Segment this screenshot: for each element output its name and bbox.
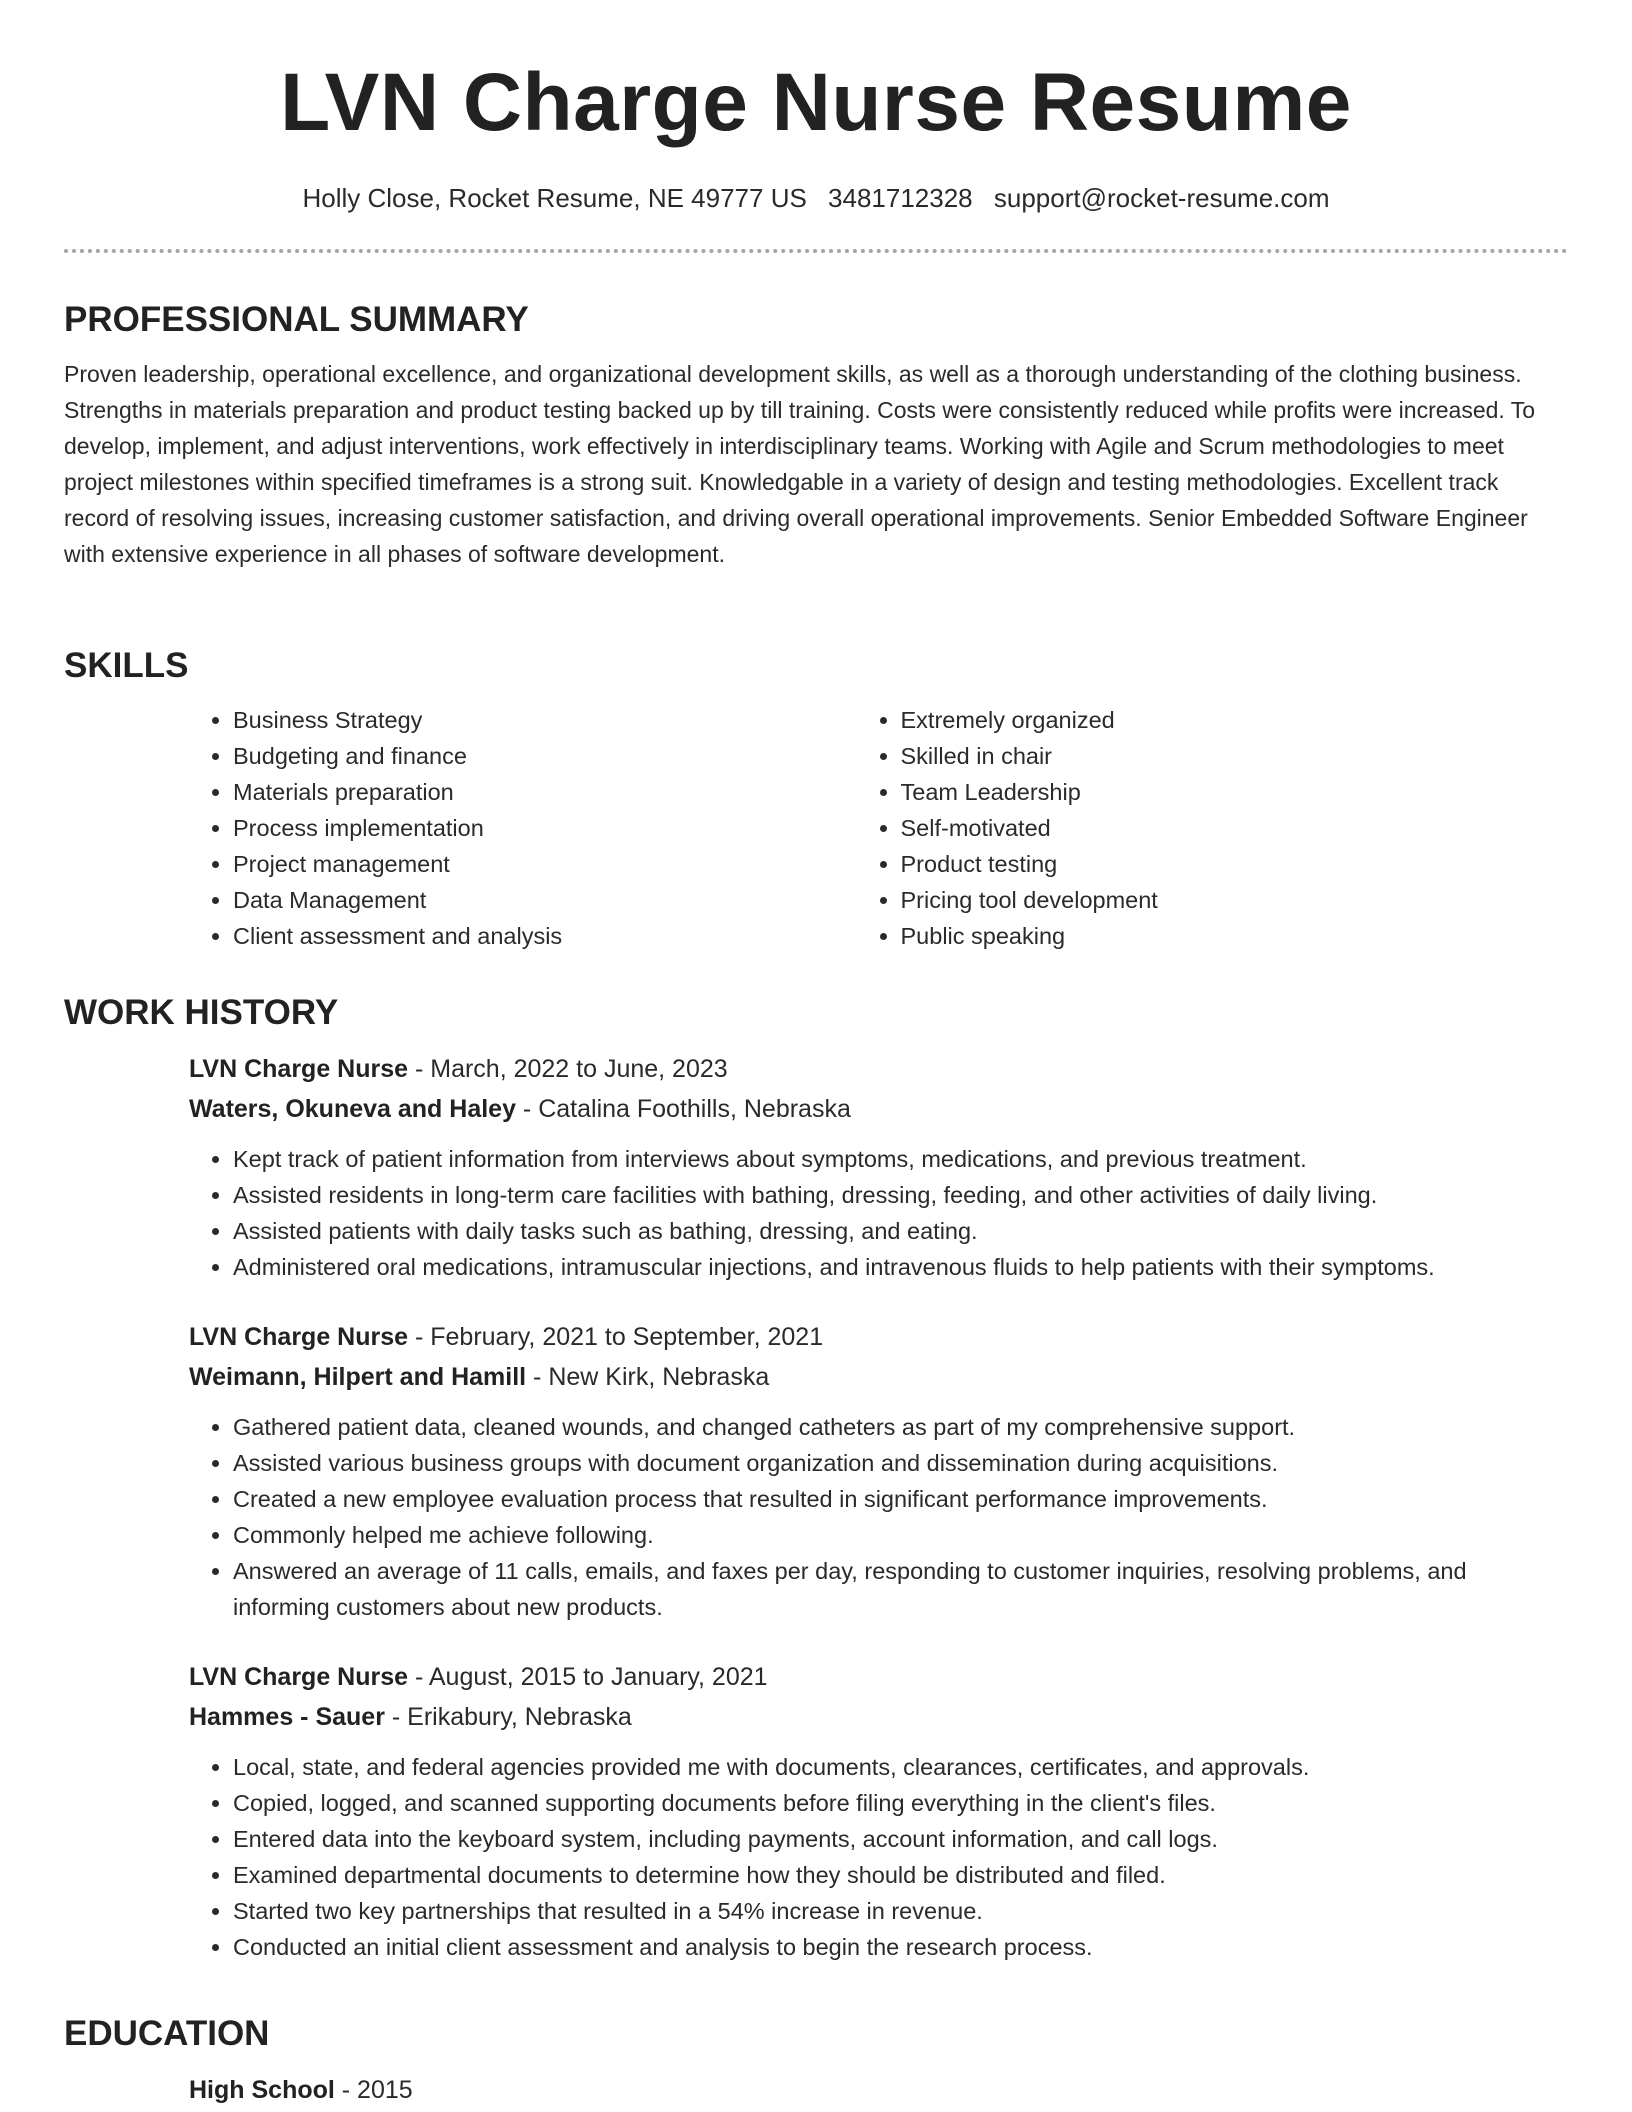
job-bullet: • Started two key partnerships that resulted in a 54% increase in revenue. — [233, 1893, 1568, 1929]
job-bullet: • Assisted residents in long-term care facilities with bathing, dressing, feeding, and other activities of daily living. — [233, 1177, 1568, 1213]
job-bullets — [189, 1749, 1568, 1965]
education-entry — [189, 2070, 1568, 2110]
job-location: Catalina Foothills, Nebraska — [538, 1095, 851, 1123]
skills-list-left — [189, 702, 901, 954]
job-location: Erikabury, Nebraska — [407, 1703, 632, 1731]
job-list — [189, 1049, 1568, 1965]
job-bullet: • Copied, logged, and scanned supporting documents before filing everything in the client's files. — [233, 1785, 1568, 1821]
contact-address: Holly Close, Rocket Resume, NE 49777 US — [302, 183, 807, 213]
job-title-line — [189, 1657, 1568, 1697]
job-bullet: • Commonly helped me achieve following. — [233, 1517, 1568, 1553]
education-separator: - — [334, 2076, 358, 2104]
contact-line — [0, 178, 1632, 218]
resume-title: LVN Charge Nurse Resume — [280, 57, 1352, 148]
job-separator: - — [526, 1363, 549, 1391]
job-company-line — [189, 1089, 1568, 1129]
job-bullet: • Conducted an initial client assessment and analysis to begin the research process. — [233, 1929, 1568, 1965]
job-entry — [189, 1317, 1568, 1625]
skill-item: • Client assessment and analysis — [233, 918, 901, 954]
job-bullet: • Administered oral medications, intramuscular injections, and intravenous fluids to help patients with their symptoms. — [233, 1249, 1568, 1285]
skill-item: • Public speaking — [901, 918, 1569, 954]
job-separator: - — [515, 1095, 539, 1123]
job-bullet: • Assisted patients with daily tasks such as bathing, dressing, and eating. — [233, 1213, 1568, 1249]
job-company-line — [189, 1357, 1568, 1397]
job-bullet: • Kept track of patient information from interviews about symptoms, medications, and previous treatment. — [233, 1141, 1568, 1177]
job-bullet: • Gathered patient data, cleaned wounds, and changed catheters as part of my comprehensive support. — [233, 1409, 1568, 1445]
job-title-line — [189, 1317, 1568, 1357]
job-bullet: • Assisted various business groups with document organization and dissemination during acquisitions. — [233, 1445, 1568, 1481]
education-section — [64, 2010, 1568, 2110]
education-degree: High School — [189, 2076, 335, 2104]
contact-phone: 3481712328 — [828, 183, 973, 213]
skills-section — [64, 642, 1568, 954]
skill-item: • Pricing tool development — [901, 882, 1569, 918]
skill-item: • Self-motivated — [901, 810, 1569, 846]
contact-email[interactable]: support@rocket-resume.com — [993, 183, 1330, 213]
job-separator: - — [408, 1663, 429, 1691]
job-bullet: • Created a new employee evaluation process that resulted in significant performance improvements. — [233, 1481, 1568, 1517]
education-year: 2015 — [357, 2076, 413, 2104]
header-divider — [64, 249, 1568, 253]
skill-item: • Materials preparation — [233, 774, 901, 810]
job-title: LVN Charge Nurse — [189, 1663, 409, 1691]
summary-section — [64, 296, 1568, 572]
job-title-line — [189, 1049, 1568, 1089]
job-separator: - — [408, 1323, 431, 1351]
job-location: New Kirk, Nebraska — [548, 1363, 770, 1391]
job-bullet: • Examined departmental documents to determine how they should be distributed and filed. — [233, 1857, 1568, 1893]
work-heading: WORK HISTORY — [64, 993, 339, 1032]
skill-item: • Budgeting and finance — [233, 738, 901, 774]
job-bullets — [189, 1409, 1568, 1625]
job-bullets — [189, 1141, 1568, 1285]
skill-item: • Skilled in chair — [901, 738, 1569, 774]
skill-item: • Business Strategy — [233, 702, 901, 738]
education-heading: EDUCATION — [64, 2014, 270, 2053]
job-bullet: • Answered an average of 11 calls, emails, and faxes per day, responding to customer inquiries, resolving problems, and informing customers about new products. — [233, 1553, 1568, 1625]
skill-item: • Extremely organized — [901, 702, 1569, 738]
skill-item: • Product testing — [901, 846, 1569, 882]
job-separator: - — [408, 1055, 431, 1083]
job-bullet: • Entered data into the keyboard system, including payments, account information, and call logs. — [233, 1821, 1568, 1857]
job-title: LVN Charge Nurse — [189, 1055, 409, 1083]
skill-item: • Data Management — [233, 882, 901, 918]
job-company: Hammes - Sauer — [189, 1703, 385, 1731]
skill-item: • Project management — [233, 846, 901, 882]
job-entry — [189, 1049, 1568, 1285]
skills-list-right — [901, 702, 1569, 954]
job-separator: - — [384, 1703, 408, 1731]
job-dates: March, 2022 to June, 2023 — [430, 1055, 728, 1083]
job-company: Waters, Okuneva and Haley — [189, 1095, 516, 1123]
work-section — [64, 989, 1568, 1965]
job-entry — [189, 1657, 1568, 1965]
job-company: Weimann, Hilpert and Hamill — [189, 1363, 527, 1391]
skills-columns — [189, 702, 1568, 954]
summary-heading: PROFESSIONAL SUMMARY — [64, 300, 529, 339]
job-title: LVN Charge Nurse — [189, 1323, 409, 1351]
skill-item: • Process implementation — [233, 810, 901, 846]
job-bullet: • Local, state, and federal agencies provided me with documents, clearances, certificates, and approvals. — [233, 1749, 1568, 1785]
job-dates: August, 2015 to January, 2021 — [428, 1663, 768, 1691]
skills-heading: SKILLS — [64, 646, 189, 685]
job-company-line — [189, 1697, 1568, 1737]
job-dates: February, 2021 to September, 2021 — [430, 1323, 824, 1351]
summary-text: Proven leadership, operational excellence, and organizational development skills, as well as a thorough understanding of the clothing business. Strengths in materials preparation and product testing backed up by till training. Costs were consistently reduced while profits were increased. To develop, implement, and adjust interventions, work effectively in interdisciplinary teams. Working with Agile and Scrum methodologies to meet project milestones within specified timeframes is a strong suit. Knowledgable in a variety of design and testing methodologies. Excellent track record of resolving issues, increasing customer satisfaction, and driving overall operational improvements. Senior Embedded Software Engineer with extensive experience in all phases of software development. — [64, 361, 1536, 567]
skill-item: • Team Leadership — [901, 774, 1569, 810]
